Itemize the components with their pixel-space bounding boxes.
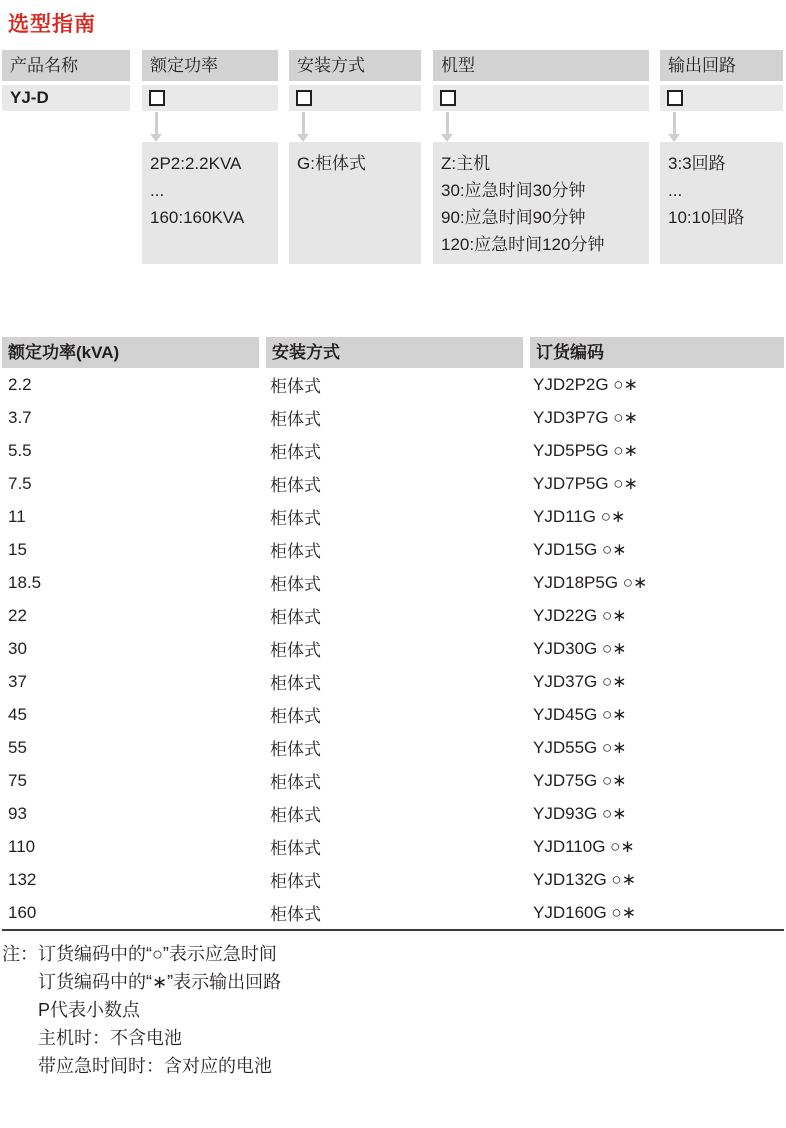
note-line [2, 940, 281, 968]
table-header-mounting: 安装方式 [266, 337, 523, 368]
code-cell: YJD55G ○∗ [533, 737, 627, 757]
table-body [2, 368, 784, 931]
selector-column-rated-power [142, 0, 278, 285]
code-cell: YJD11G ○∗ [533, 506, 626, 526]
desc-line: 2P2:2.2KVA [150, 154, 242, 173]
power-cell: 22 [8, 605, 27, 625]
mount-cell: 柜体式 [270, 806, 321, 825]
option-cell [289, 85, 421, 111]
desc-line: 30:应急时间30分钟 [441, 181, 586, 200]
product-name-value: YJ-D [10, 88, 49, 107]
desc-line: 90:应急时间90分钟 [441, 208, 586, 227]
table-row [2, 401, 784, 434]
code-cell: YJD15G ○∗ [533, 539, 627, 559]
table-row [2, 434, 784, 467]
table-row [2, 830, 784, 863]
mount-cell: 柜体式 [270, 509, 321, 528]
code-cell: YJD37G ○∗ [533, 671, 627, 691]
code-cell: YJD160G ○∗ [533, 902, 636, 922]
power-cell: 5.5 [8, 440, 32, 460]
table-header-power: 额定功率(kVA) [2, 337, 259, 368]
mount-cell: 柜体式 [270, 608, 321, 627]
note-line: 主机时：不含电池 [38, 1028, 182, 1048]
table-row [2, 467, 784, 500]
selector-column-product-name [2, 0, 130, 285]
down-arrow-icon [673, 112, 676, 134]
selector-column-mounting [289, 0, 421, 285]
mount-cell: 柜体式 [270, 740, 321, 759]
product-name-cell [2, 85, 130, 111]
table-row [2, 863, 784, 896]
desc-line: 3:3回路 [668, 154, 726, 173]
power-cell: 93 [8, 803, 27, 823]
down-arrow-icon [297, 134, 309, 142]
table-row [2, 632, 784, 665]
power-cell: 2.2 [8, 374, 32, 394]
note-label: 注： [2, 944, 38, 964]
table-row [2, 599, 784, 632]
mount-cell: 柜体式 [270, 872, 321, 891]
page-title: 选型指南 [8, 13, 96, 36]
down-arrow-icon [150, 134, 162, 142]
column-header: 安装方式 [289, 50, 421, 81]
option-cell [142, 85, 278, 111]
down-arrow-icon [668, 134, 680, 142]
note-line: 带应急时间时：含对应的电池 [38, 1056, 272, 1076]
power-cell: 11 [8, 506, 26, 526]
mount-cell: 柜体式 [270, 575, 321, 594]
power-cell: 30 [8, 638, 27, 658]
desc-line: ... [150, 181, 165, 200]
table-row [2, 698, 784, 731]
power-cell: 75 [8, 770, 27, 790]
down-arrow-icon [155, 112, 158, 134]
option-description-box [433, 142, 649, 264]
code-cell: YJD18P5G ○∗ [533, 572, 648, 592]
desc-line: 160:160KVA [150, 208, 245, 227]
power-cell: 45 [8, 704, 27, 724]
mount-cell: 柜体式 [270, 839, 321, 858]
table-row [2, 797, 784, 830]
code-cell: YJD3P7G ○∗ [533, 407, 638, 427]
selector-column-model [433, 0, 649, 285]
selector-column-output-circuits [660, 0, 783, 285]
code-cell: YJD45G ○∗ [533, 704, 627, 724]
down-arrow-icon [302, 112, 305, 134]
table-row [2, 368, 784, 401]
code-cell: YJD22G ○∗ [533, 605, 627, 625]
desc-line: 10:10回路 [668, 208, 745, 227]
power-cell: 37 [8, 671, 27, 691]
option-description-box [289, 142, 421, 264]
option-cell [660, 85, 783, 111]
column-header: 输出回路 [660, 50, 783, 81]
power-cell: 3.7 [8, 407, 32, 427]
down-arrow-icon [441, 134, 453, 142]
power-cell: 160 [8, 902, 37, 922]
table-row [2, 764, 784, 797]
power-cell: 110 [8, 836, 36, 856]
desc-line: G:柜体式 [297, 154, 366, 173]
table-row [2, 566, 784, 599]
code-cell: YJD132G ○∗ [533, 869, 636, 889]
mount-cell: 柜体式 [270, 674, 321, 693]
mount-cell: 柜体式 [270, 443, 321, 462]
column-header: 机型 [433, 50, 649, 81]
desc-line: ... [668, 181, 683, 200]
down-arrow-icon [446, 112, 449, 134]
column-header: 产品名称 [2, 50, 130, 81]
empty-checkbox-icon [440, 90, 456, 106]
mount-cell: 柜体式 [270, 707, 321, 726]
option-description-box [142, 142, 278, 264]
mount-cell: 柜体式 [270, 773, 321, 792]
note-line: P代表小数点 [38, 1000, 141, 1020]
column-header: 额定功率 [142, 50, 278, 81]
note-line: 订货编码中的“∗”表示输出回路 [38, 972, 282, 992]
notes-block [2, 940, 281, 1080]
table-row [2, 896, 784, 929]
table-header-order-code: 订货编码 [530, 337, 784, 368]
power-cell: 15 [8, 539, 27, 559]
mount-cell: 柜体式 [270, 905, 321, 924]
table-row [2, 665, 784, 698]
desc-line: 120:应急时间120分钟 [441, 235, 605, 254]
mount-cell: 柜体式 [270, 377, 321, 396]
power-cell: 55 [8, 737, 27, 757]
power-cell: 18.5 [8, 572, 42, 592]
code-cell: YJD30G ○∗ [533, 638, 627, 658]
code-cell: YJD75G ○∗ [533, 770, 627, 790]
table-row [2, 731, 784, 764]
mount-cell: 柜体式 [270, 476, 321, 495]
option-description-box [660, 142, 783, 264]
empty-checkbox-icon [667, 90, 683, 106]
code-cell: YJD5P5G ○∗ [533, 440, 638, 460]
mount-cell: 柜体式 [270, 410, 321, 429]
desc-line: Z:主机 [441, 154, 491, 173]
code-cell: YJD110G ○∗ [533, 836, 635, 856]
code-cell: YJD93G ○∗ [533, 803, 627, 823]
power-cell: 132 [8, 869, 37, 889]
option-cell [433, 85, 649, 111]
empty-checkbox-icon [149, 90, 165, 106]
mount-cell: 柜体式 [270, 542, 321, 561]
table-row [2, 500, 784, 533]
code-cell: YJD2P2G ○∗ [533, 374, 638, 394]
empty-checkbox-icon [296, 90, 312, 106]
code-cell: YJD7P5G ○∗ [533, 473, 638, 493]
note-text: 订货编码中的“○”表示应急时间 [38, 944, 277, 964]
mount-cell: 柜体式 [270, 641, 321, 660]
table-row [2, 533, 784, 566]
power-cell: 7.5 [8, 473, 32, 493]
